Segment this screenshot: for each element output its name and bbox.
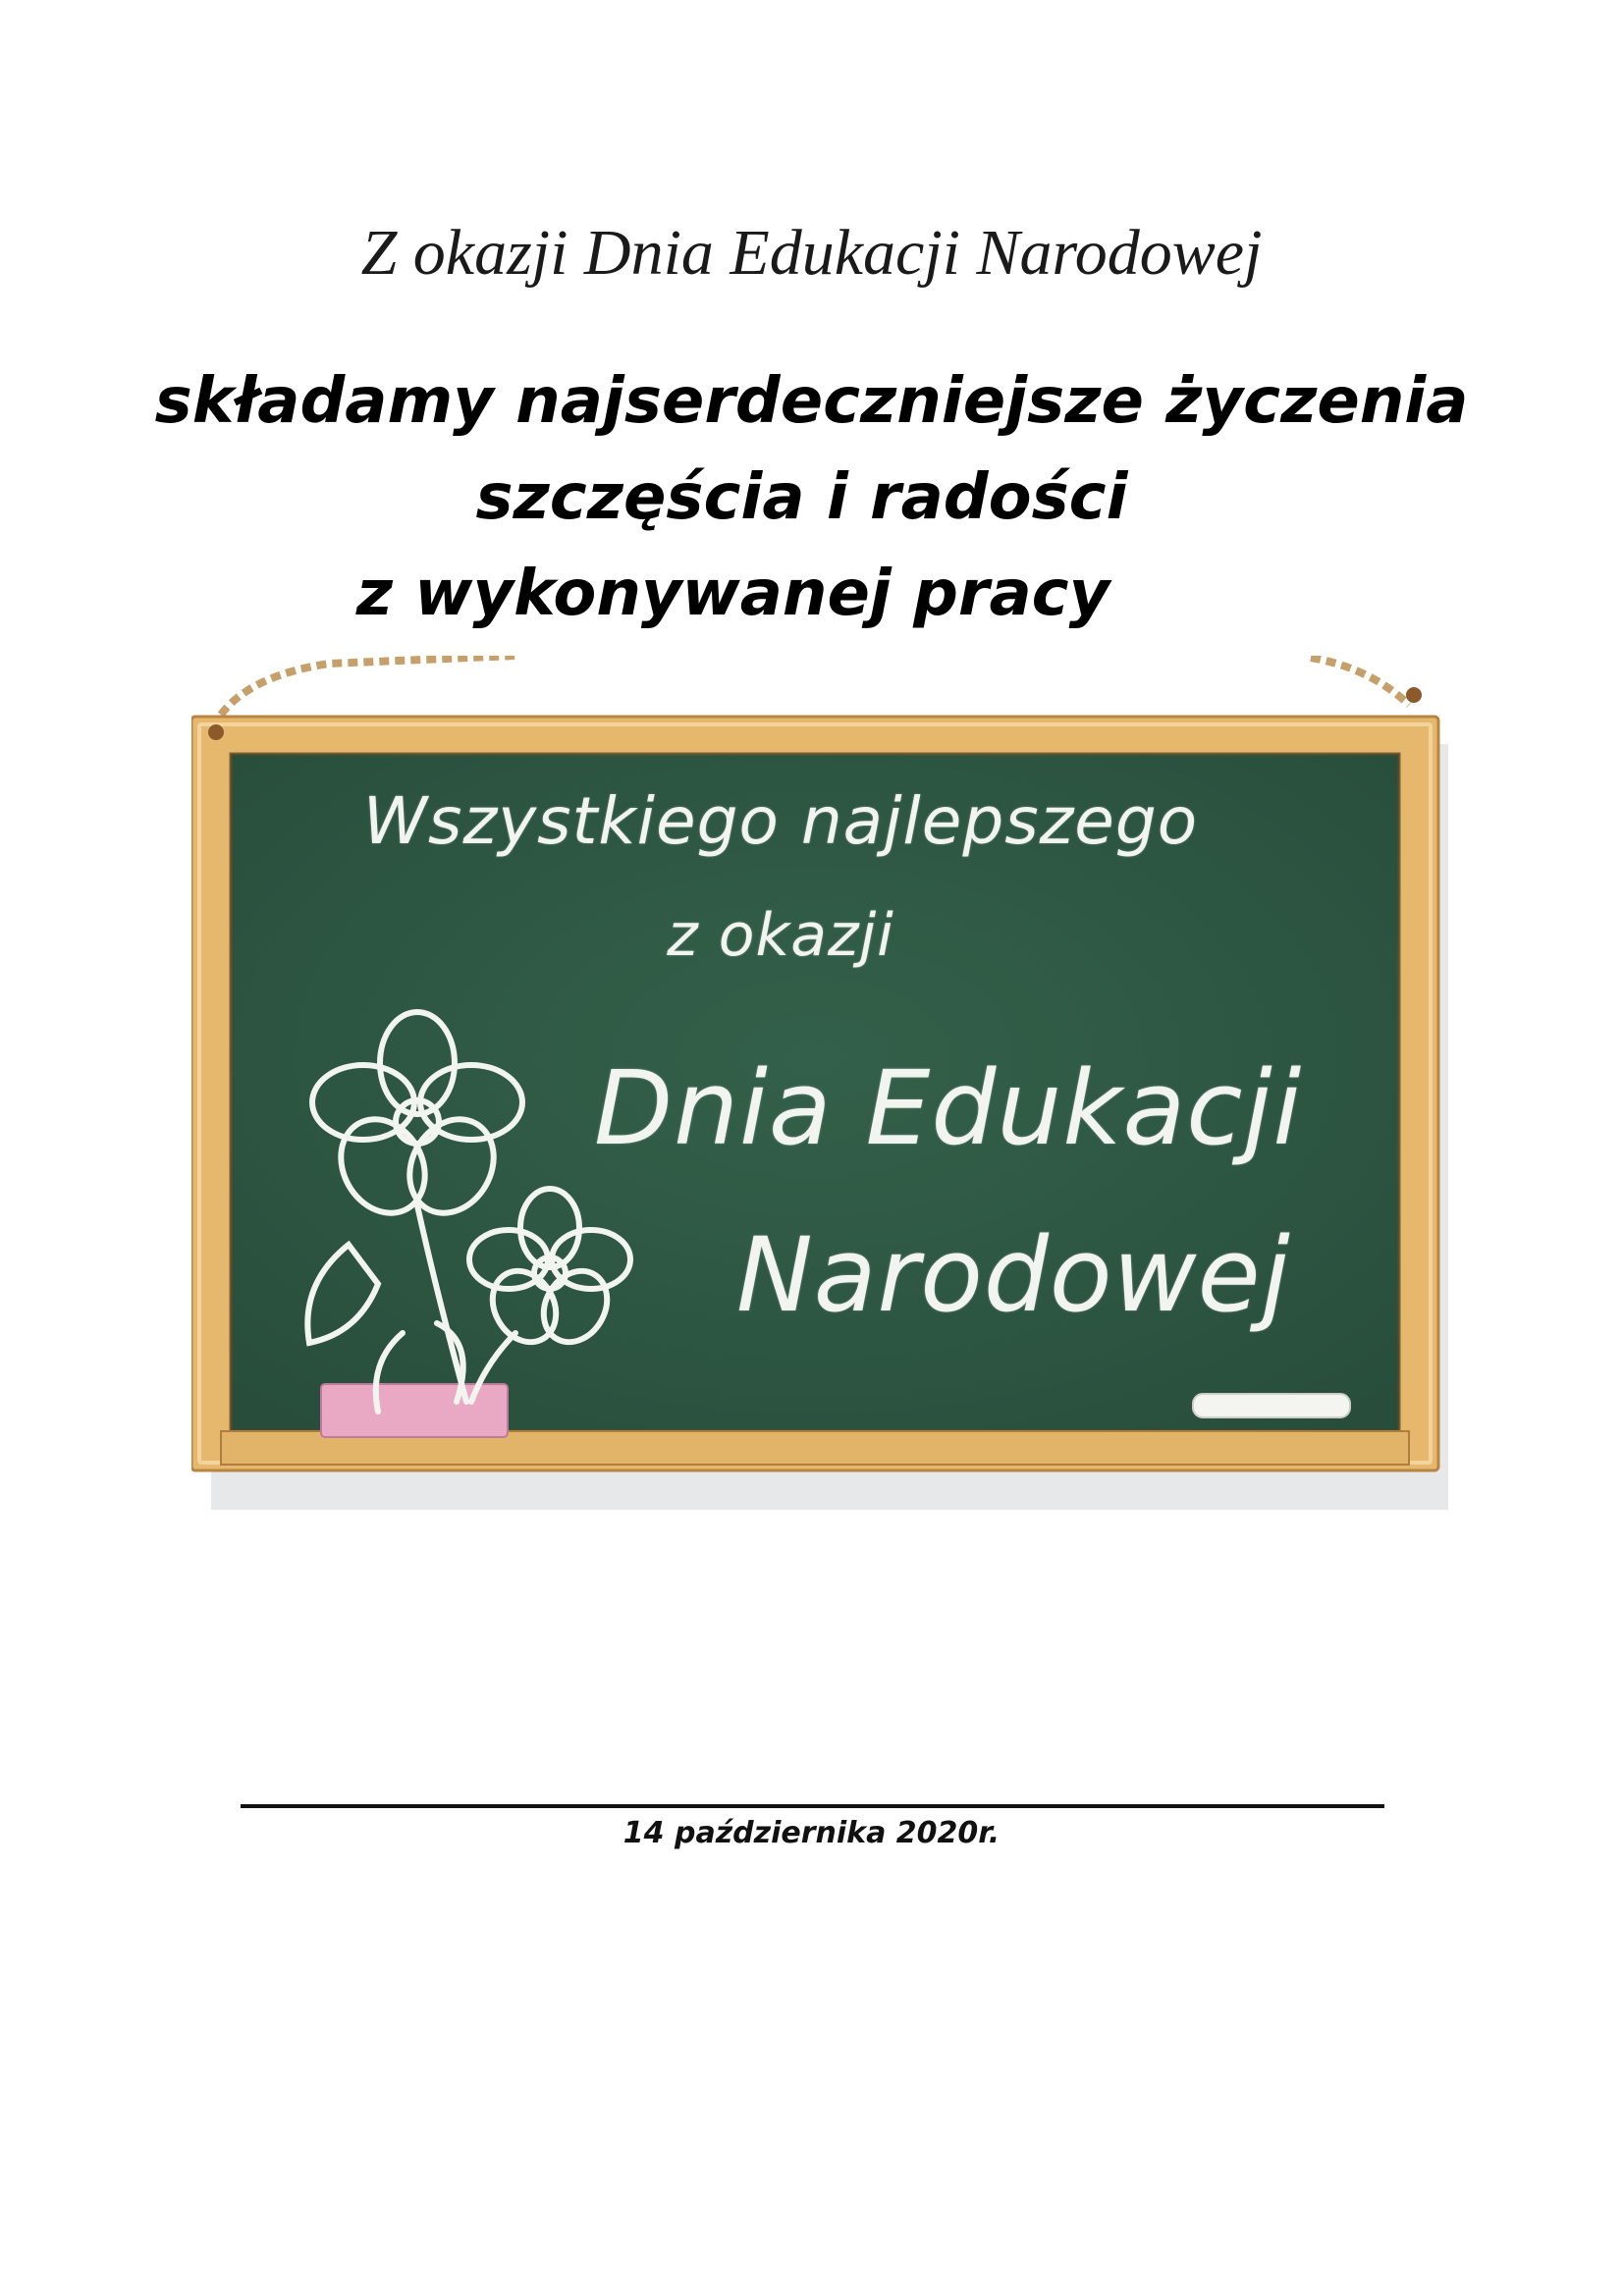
document-date: 14 października 2020r.: [622, 1816, 1001, 1850]
chalkboard-illustration: [191, 656, 1458, 1520]
wishes-line-1: składamy najserdeczniejsze życzenia: [154, 365, 1469, 438]
wishes-line-3: z wykonywanej pracy: [355, 558, 1110, 630]
intro-heading: Z okazji Dnia Edukacji Narodowej: [360, 217, 1263, 289]
rope-right: [1311, 658, 1409, 705]
nail-right: [1406, 687, 1422, 703]
chalk-line-4: Narodowej: [736, 1215, 1291, 1335]
chalk-line-3: Dnia Edukacji: [594, 1048, 1303, 1168]
nail-left: [208, 724, 224, 740]
chalk-stick-icon: [1193, 1394, 1350, 1417]
wishes-text: [0, 353, 1623, 642]
wishes-line-2: szczęścia i radości: [475, 461, 1128, 534]
rope-left: [221, 656, 515, 715]
chalk-line-2: z okazji: [667, 901, 894, 970]
chalk-line-1: Wszystkiego najlepszego: [362, 783, 1199, 859]
sponge-icon: [321, 1384, 508, 1437]
signature-line: [241, 1804, 1384, 1808]
